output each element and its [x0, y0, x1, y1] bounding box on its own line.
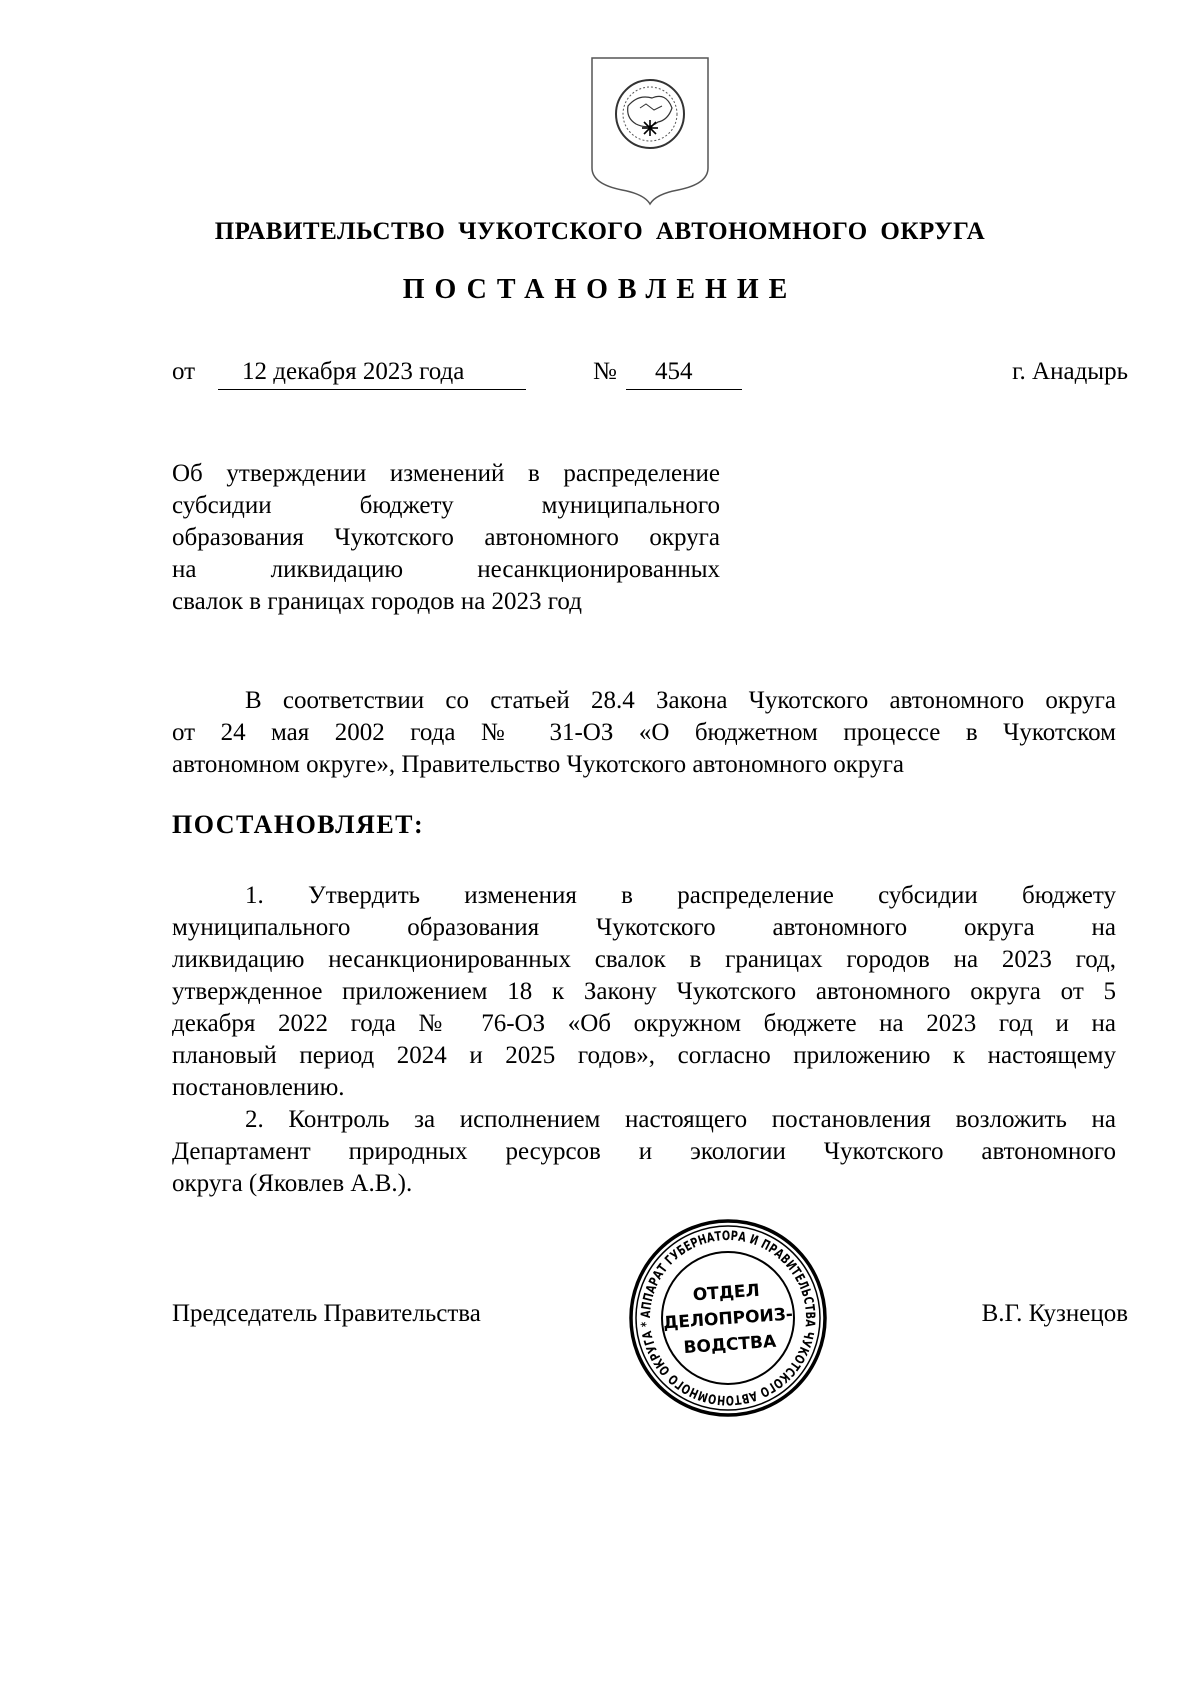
government-title: ПРАВИТЕЛЬСТВО ЧУКОТСКОГО АВТОНОМНОГО ОКРУГА — [214, 218, 986, 245]
item1-line: муниципального образования Чукотского автономного округа на — [172, 914, 1116, 941]
item1-line: декабря 2022 года № 76-ОЗ «Об окружном бюджете на 2023 год и на — [172, 1010, 1116, 1037]
preamble-line: В соответствии со статьей 28.4 Закона Чукотского автономного округа — [245, 687, 1116, 714]
date-prefix: от — [172, 358, 196, 385]
decree-items — [172, 880, 1116, 1200]
document-type-title: ПОСТАНОВЛЕНИЕ — [402, 274, 798, 305]
stamp-center-line: ВОДСТВА — [682, 1331, 777, 1359]
item1-line: ликвидацию несанкционированных свалок в границах городов на 2023 год, — [172, 946, 1116, 973]
document-date: 12 декабря 2023 года — [242, 358, 465, 385]
item2-line: 2. Контроль за исполнением настоящего постановления возложить на — [245, 1106, 1116, 1133]
number-underline — [626, 389, 742, 390]
document-meta-row — [0, 358, 1200, 392]
document-city: г. Анадырь — [1012, 358, 1128, 385]
preamble-line: автономном округе», Правительство Чукотского автономного округа — [172, 751, 904, 778]
stamp-center-line: ОТДЕЛ — [692, 1280, 761, 1306]
date-underline — [218, 389, 526, 390]
subject-line: образования Чукотского автономного округа — [172, 524, 720, 551]
item1-line: постановлению. — [172, 1074, 345, 1101]
stamp-ring-text: АППАРАТ ГУБЕРНАТОРА И ПРАВИТЕЛЬСТВА ЧУКОТСКОГО АВТОНОМНОГО ОКРУГА * — [638, 1228, 818, 1408]
document-number: 454 — [655, 358, 693, 385]
subject-line: свалок в границах городов на 2023 год — [172, 588, 582, 615]
preamble-line: от 24 мая 2002 года № 31-ОЗ «О бюджетном процессе в Чукотском — [172, 719, 1116, 746]
signatory-name: В.Г. Кузнецов — [981, 1300, 1128, 1327]
document-subject — [172, 458, 720, 618]
decree-heading: ПОСТАНОВЛЯЕТ: — [172, 810, 425, 839]
subject-line: Об утверждении изменений в распределение — [172, 460, 720, 487]
preamble-paragraph — [172, 685, 1116, 781]
coat-of-arms-emblem — [588, 56, 712, 206]
item2-line: Департамент природных ресурсов и экологии Чукотского автономного — [172, 1138, 1116, 1165]
item1-line: 1. Утвердить изменения в распределение субсидии бюджету — [245, 882, 1116, 909]
subject-line: субсидии бюджету муниципального — [172, 492, 720, 519]
item2-line: округа (Яковлев А.В.). — [172, 1170, 413, 1197]
stamp-center-line: ДЕЛОПРОИЗ- — [662, 1304, 794, 1334]
subject-line: на ликвидацию несанкционированных — [172, 556, 720, 583]
number-prefix: № — [593, 358, 617, 385]
item1-line: плановый период 2024 и 2025 годов», согласно приложению к настоящему — [172, 1042, 1116, 1069]
official-stamp — [628, 1218, 828, 1418]
signatory-position: Председатель Правительства — [172, 1300, 481, 1327]
item1-line: утвержденное приложением 18 к Закону Чукотского автономного округа от 5 — [172, 978, 1116, 1005]
